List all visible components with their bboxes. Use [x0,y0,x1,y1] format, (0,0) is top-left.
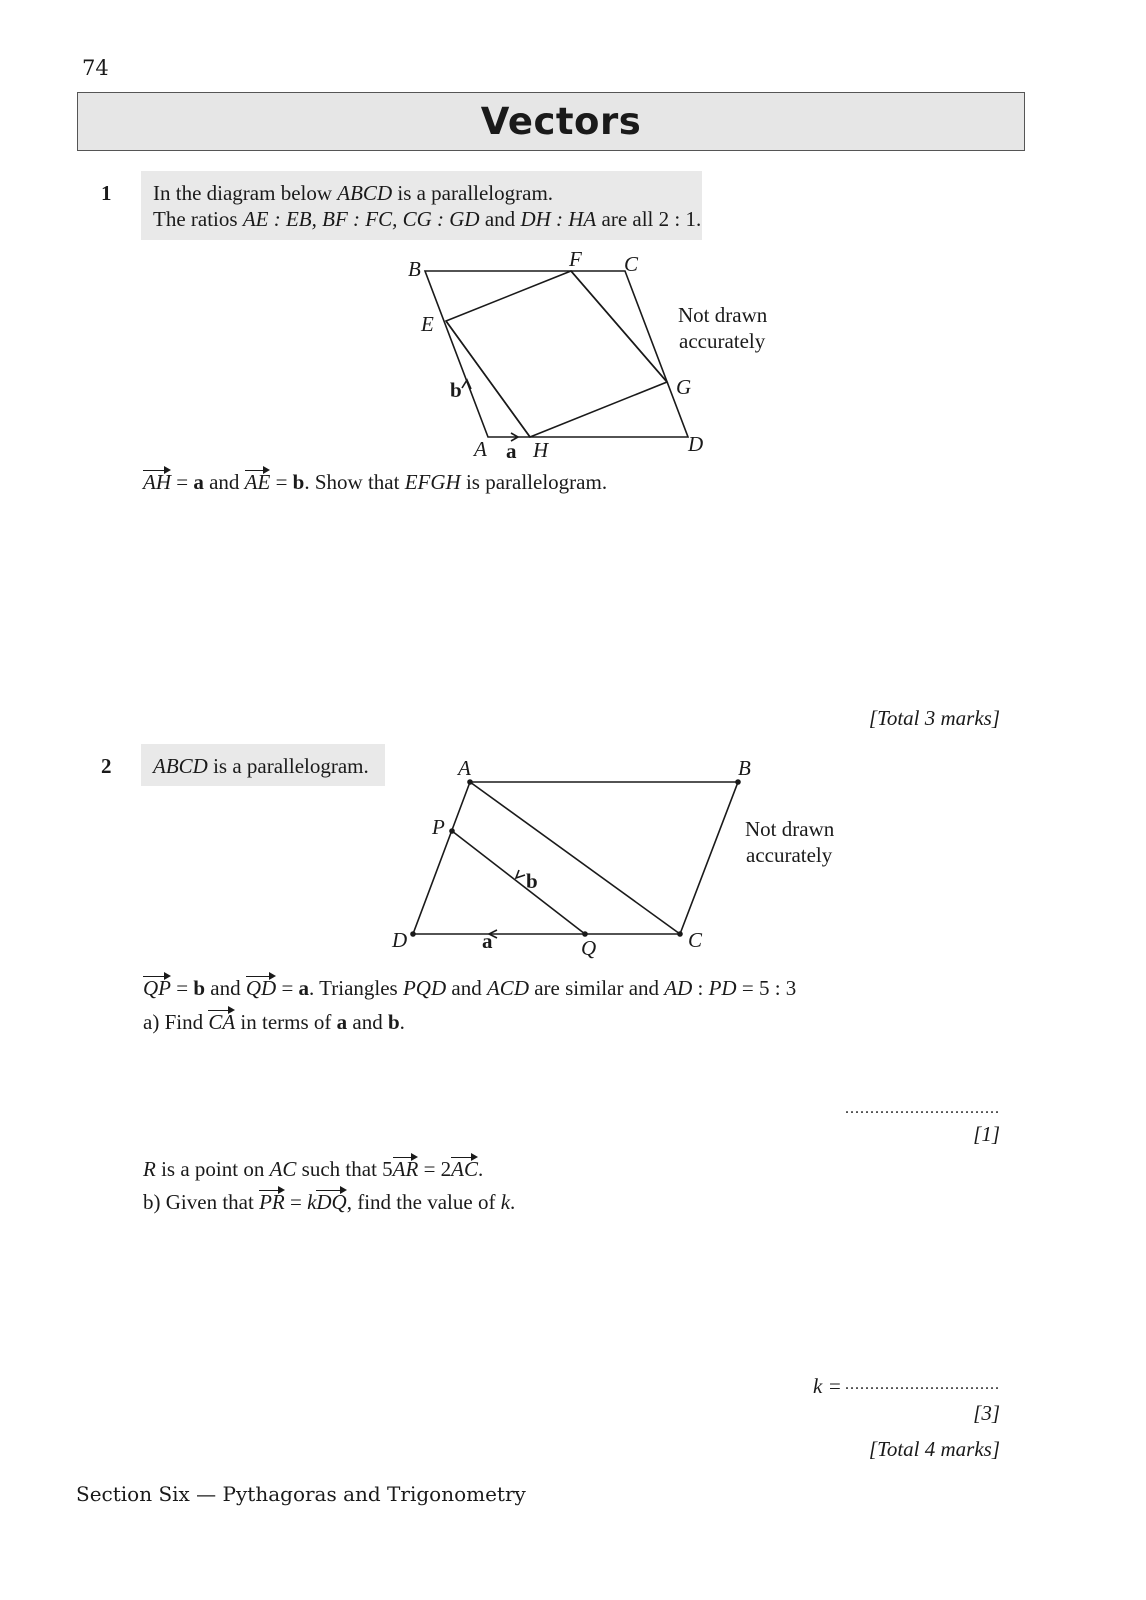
point-p [449,828,455,834]
question-2-number: 2 [101,754,112,778]
vector-b-label: b [450,378,462,402]
label-c-2: C [688,928,703,952]
vector-b-arrow-2 [516,870,525,878]
label-g: G [676,375,692,399]
label-d: D [688,432,704,456]
label-p: P [432,815,445,839]
vector-b-label-2: b [526,869,538,893]
not-drawn-note2-line2: accurately [746,843,833,867]
point-d [410,931,416,937]
label-c: C [624,252,639,276]
question-2-mark-a: [1] [973,1122,1000,1146]
label-f: F [569,247,582,271]
question-2-part-b: b) Given that PR = kDQ, find the value of k. [143,1190,516,1214]
question-1-intro-line1: In the diagram below ABCD is a parallelogram. [153,181,554,205]
label-e: E [421,312,434,336]
page-title: Vectors [480,100,642,143]
question-1-number: 1 [101,181,112,205]
label-b: B [408,257,421,281]
point-a [467,779,473,785]
point-b [735,779,741,785]
line-pq [452,831,585,934]
question-2-intro: ABCD is a parallelogram. [153,754,369,778]
question-2-r-statement: R is a point on AC such that 5AR = 2AC. [143,1157,484,1181]
vector-a-label-2: a [482,929,493,953]
page-number: 74 [82,56,109,80]
answer-line-a[interactable]: ............................... [845,1100,1000,1117]
question-1-total-marks: [Total 3 marks] [868,706,1000,730]
answer-line-b[interactable]: ............................... [845,1376,1000,1393]
label-a: A [474,437,487,461]
point-c [677,931,683,937]
k-answer-label: k = [813,1374,842,1398]
question-2-given: QP = b and QD = a. Triangles PQD and ACD are similar and AD : PD = 5 : 3 [143,976,797,1000]
question-1-intro-line2: The ratios AE : EB, BF : FC, CG : GD and DH : HA are all 2 : 1. [153,207,702,231]
diagonal-ac [470,782,680,934]
section-footer: Section Six — Pythagoras and Trigonometry [76,1482,526,1506]
label-a-2: A [458,756,471,780]
label-b-2: B [738,756,751,780]
label-h: H [533,438,549,462]
question-2-part-a: a) Find CA in terms of a and b. [143,1010,405,1034]
question-2-mark-b: [3] [973,1401,1000,1425]
not-drawn-note-line2: accurately [679,329,766,353]
question-2-total-marks: [Total 4 marks] [868,1437,1000,1461]
label-d-2: D [392,928,408,952]
question-1-given: AH = a and AE = b. Show that EFGH is parallelogram. [143,470,608,494]
vector-a-label: a [506,439,517,463]
label-q: Q [581,936,597,960]
not-drawn-note2-line1: Not drawn [745,817,835,841]
not-drawn-note-line1: Not drawn [678,303,768,327]
